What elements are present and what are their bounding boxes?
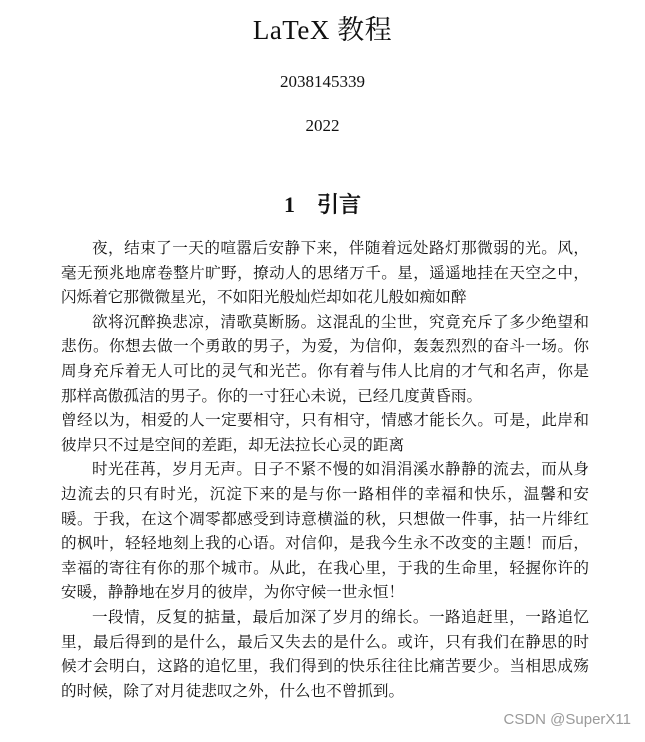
document-title: LaTeX 教程 bbox=[252, 15, 393, 45]
paragraph: 时光荏苒，岁月无声。日子不紧不慢的如涓涓溪水静静的流去，而从身边流去的只有时光，沉淀下来的是与你一路相伴的幸福和快乐，温馨和安暖。于我，在这个凋零都感受到诗意横溢的秋，只想做一件事，拈一片绯红的枫叶，轻轻地刻上我的心语。对信仰，是我今生永不改变的主题！而后，幸福的寄往有你的那个城市。从此，在我心里，于我的生命里，轻握你许的安暖，静静地在岁月的彼岸，为你守候一世永恒！ bbox=[61, 460, 589, 602]
section-heading bbox=[0, 188, 645, 219]
document-author: 2038145339 bbox=[280, 72, 365, 91]
watermark: CSDN @SuperX11 bbox=[503, 711, 631, 728]
paragraph: 一段情，反复的掂量，最后加深了岁月的绵长。一路追赶里，一路追忆里，最后得到的是什么，最后又失去的是什么。或许，只有我们在静思的时候才会明白，这路的追忆里，我们得到的快乐往往比痛苦要少。当相思成殇的时候，除了对月徒悲叹之外，什么也不曾抓到。 bbox=[61, 607, 589, 700]
document-date: 2022 bbox=[305, 116, 340, 135]
section-number: 1 bbox=[283, 192, 295, 217]
section-body bbox=[61, 236, 589, 703]
paragraph: 夜，结束了一天的喧嚣后安静下来，伴随着远处路灯那微弱的光。风，毫无预兆地席卷整片旷野，撩动人的思绪万千。星，遥遥地挂在天空之中，闪烁着它那微微星光，不如阳光般灿烂却如花儿般如痴如醉 bbox=[61, 239, 589, 307]
paragraph: 曾经以为，相爱的人一定要相守，只有相守，情感才能长久。可是，此岸和彼岸只不过是空间的差距，却无法拉长心灵的距离 bbox=[61, 411, 589, 454]
section-title: 引言 bbox=[316, 192, 361, 217]
paragraph: 欲将沉醉换悲凉，清歌莫断肠。这混乱的尘世，究竟充斥了多少绝望和悲伤。你想去做一个勇敢的男子，为爱，为信仰，轰轰烈烈的奋斗一场。你周身充斥着无人可比的灵气和光芒。你有着与伟人比肩的才气和名声，你是那样高傲孤洁的男子。你的一寸狂心未说，已经几度黄昏雨。 bbox=[61, 312, 589, 405]
